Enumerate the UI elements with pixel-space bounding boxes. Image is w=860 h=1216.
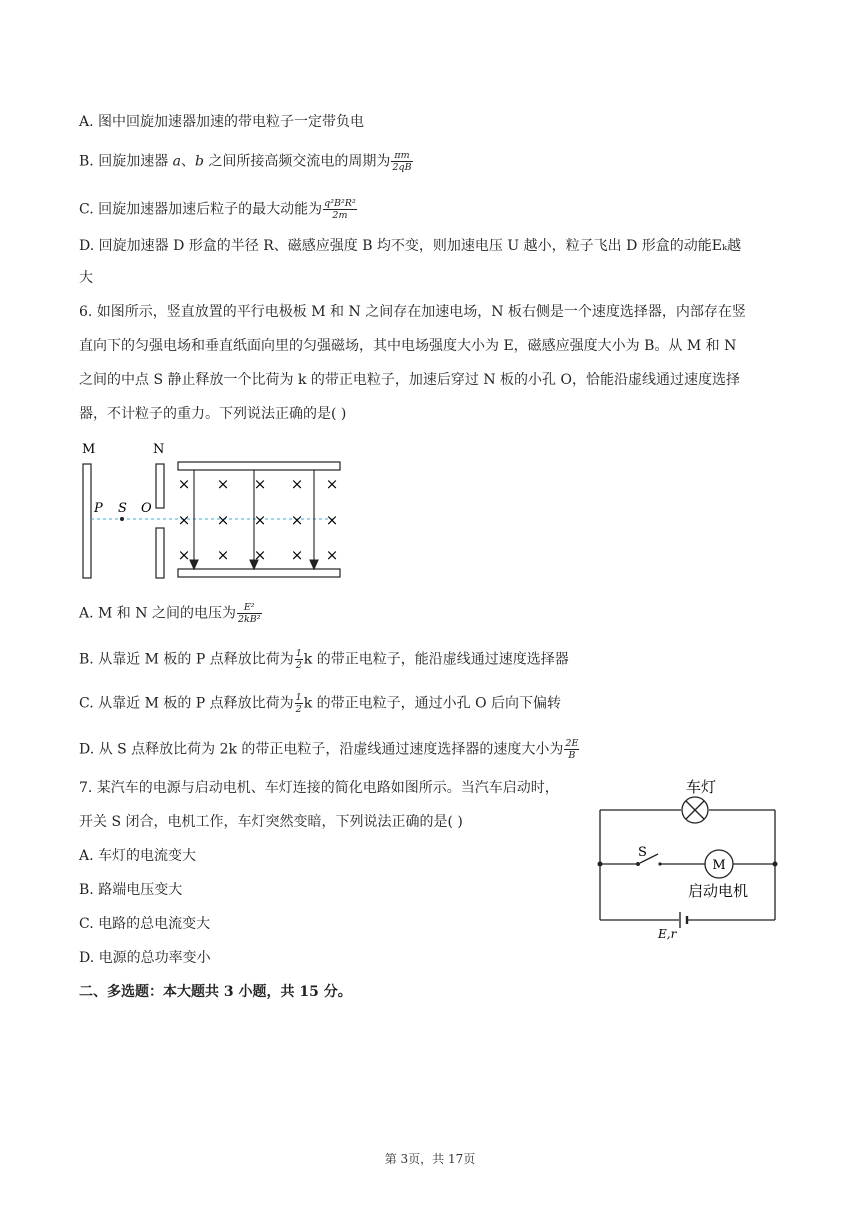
q5-option-c: C. 回旋加速器加速后粒子的最大动能为 $\frac{\text{q²B²R²}}{2m}$ bbox=[79, 198, 356, 221]
lamp-icon bbox=[682, 797, 708, 823]
svg-text:×: × bbox=[253, 511, 267, 529]
q6-option-c: C. 从靠近 M 板的 P 点释放比荷为 $\frac{1}{2}$ k 的带正电粒子，通过小孔 O 后向下偏转 bbox=[79, 692, 562, 715]
q7-option-a: A. 车灯的电流变大 bbox=[79, 848, 197, 864]
svg-text:×: × bbox=[325, 511, 339, 529]
circuit-figure bbox=[592, 772, 788, 942]
q6-stem-line1: 6. 如图所示，竖直放置的平行电极板 M 和 N 之间存在加速电场，N 板右侧是一个速度选择器，内部存在竖 bbox=[79, 304, 746, 320]
q6-option-a: A. M 和 N 之间的电压为 $\frac{\text{E²}}{\text{2kB²}}$ bbox=[79, 602, 261, 625]
plate-n-lower bbox=[156, 528, 164, 578]
q5-option-a: A. 图中回旋加速器加速的带电粒子一定带负电 bbox=[79, 114, 365, 130]
motor-symbol: M bbox=[712, 858, 726, 873]
svg-text:×: × bbox=[325, 546, 339, 564]
svg-text:×: × bbox=[216, 546, 230, 564]
q7-stem-line2: 开关 S 闭合，电机工作，车灯突然变暗，下列说法正确的是( ) bbox=[79, 814, 463, 830]
kinetic-energy-fraction: $\frac{\text{q²B²R²}}{2m}$ bbox=[324, 198, 356, 221]
q7-option-d: D. 电源的总功率变小 bbox=[79, 950, 211, 966]
velocity-selector-figure bbox=[74, 436, 354, 586]
q7-option-b: B. 路端电压变大 bbox=[79, 882, 183, 898]
motor-label: 启动电机 bbox=[688, 882, 749, 900]
q6-option-d: D. 从 S 点释放比荷为 2k 的带正电粒子，沿虚线通过速度选择器的速度大小为 $\frac{2E}{B}$ bbox=[79, 738, 579, 761]
q6-stem-line2: 直向下的匀强电场和垂直纸面向里的匀强磁场，其中电场强度大小为 E，磁感应强度大小为 B。从 M 和 N bbox=[79, 338, 737, 354]
source-label: E,r bbox=[658, 927, 677, 941]
q5-option-d-line1: D. 回旋加速器 D 形盒的半径 R、磁感应强度 B 均不变，则加速电压 U 越小，粒子飞出 D 形盒的动能Eₖ越 bbox=[79, 238, 742, 254]
svg-text:×: × bbox=[177, 546, 191, 564]
q5-option-d-line2: 大 bbox=[79, 270, 93, 286]
svg-text:×: × bbox=[216, 475, 230, 493]
voltage-fraction: $\frac{\text{E²}}{\text{2kB²}}$ bbox=[237, 602, 261, 625]
svg-text:×: × bbox=[290, 475, 304, 493]
svg-text:×: × bbox=[253, 546, 267, 564]
q6-stem-line4: 器，不计粒子的重力。下列说法正确的是( ) bbox=[79, 406, 347, 422]
selector-top-plate bbox=[178, 462, 340, 470]
svg-text:×: × bbox=[290, 546, 304, 564]
label-n: N bbox=[153, 442, 165, 457]
svg-text:×: × bbox=[253, 475, 267, 493]
q5-option-b: B. 回旋加速器 a、b 之间所接高频交流电的周期为 $\frac{\pi m}{2qB}$ bbox=[79, 150, 412, 173]
page-footer: 第 3页，共 17页 bbox=[384, 1152, 476, 1166]
label-p: P bbox=[94, 501, 103, 516]
q6-option-b: B. 从靠近 M 板的 P 点释放比荷为 $\frac{1}{2}$ k 的带正电粒子，能沿虚线通过速度选择器 bbox=[79, 648, 569, 671]
q7-option-c: C. 电路的总电流变大 bbox=[79, 916, 211, 932]
switch-label: S bbox=[638, 845, 647, 860]
junction-right bbox=[773, 862, 778, 867]
section-heading: 二、多选题：本大题共 3 小题，共 15 分。 bbox=[79, 984, 352, 1000]
speed-fraction: $\frac{2E}{B}$ bbox=[565, 738, 579, 761]
selector-bottom-plate bbox=[178, 569, 340, 577]
svg-text:×: × bbox=[325, 475, 339, 493]
battery-icon bbox=[680, 912, 687, 928]
q6-stem-line3: 之间的中点 S 静止释放一个比荷为 k 的带正电粒子，加速后穿过 N 板的小孔 O，恰能沿虚线通过速度选择 bbox=[79, 372, 740, 388]
label-m: M bbox=[82, 442, 96, 457]
lamp-label: 车灯 bbox=[686, 778, 717, 796]
half-fraction-c: $\frac{1}{2}$ bbox=[295, 692, 302, 715]
period-fraction: $\frac{\pi m}{2qB}$ bbox=[392, 150, 412, 173]
label-o: O bbox=[141, 501, 152, 516]
point-s bbox=[120, 517, 124, 521]
plate-n-upper bbox=[156, 464, 164, 508]
q7-stem-line1: 7. 某汽车的电源与启动电机、车灯连接的简化电路如图所示。当汽车启动时， bbox=[79, 780, 559, 796]
switch-contact-left bbox=[636, 862, 640, 866]
switch-contact-right bbox=[658, 862, 661, 865]
junction-left bbox=[598, 862, 603, 867]
plate-m bbox=[83, 464, 91, 578]
label-s: S bbox=[118, 501, 127, 516]
svg-text:×: × bbox=[177, 511, 191, 529]
svg-text:×: × bbox=[290, 511, 304, 529]
half-fraction-b: $\frac{1}{2}$ bbox=[295, 648, 302, 671]
svg-text:×: × bbox=[216, 511, 230, 529]
svg-text:×: × bbox=[177, 475, 191, 493]
